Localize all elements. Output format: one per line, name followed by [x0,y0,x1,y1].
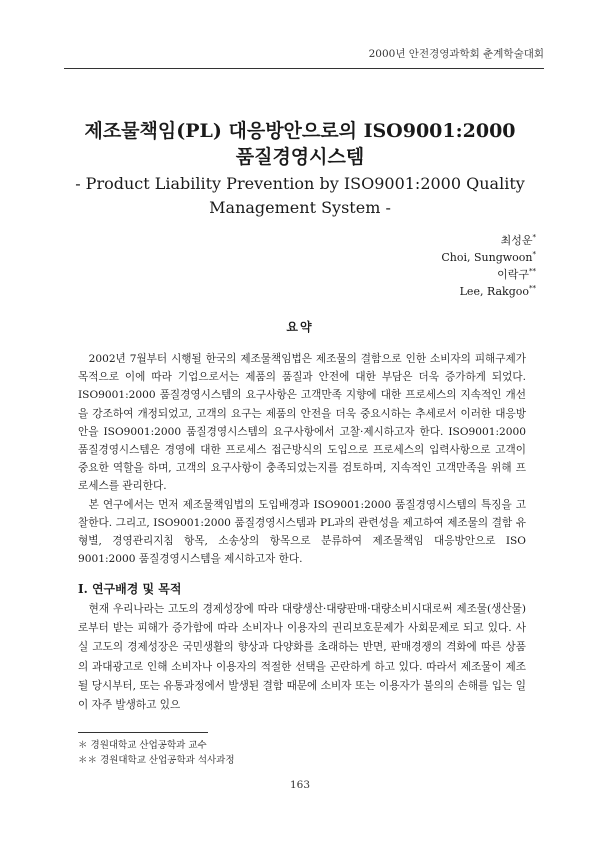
footnote-item: ＊＊ 경원대학교 산업공학과 석사과정 [78,755,235,766]
section-body [78,600,526,715]
author-mark: * [532,233,536,242]
header-divider [64,68,544,69]
abstract-paragraph: 2002년 7월부터 시행될 한국의 제조물책임법은 제조물의 결함으로 인한 소비자의 피해구제가 목적으로 이에 따라 기업으로서는 제품의 품질과 안전에 대한 부담은 더욱 증가하게 되었다. ISO9001:2000 품질경영시스템의 요구사항은 고객만족 지향에 대한 프로세스의 지속적인 개선을 강조하여 개정되었고, 고객의 요구는 제품의 안전을 더욱 중요시하는 추세로서 이러한 대응방안을 ISO9001:2000 품질경영시스템의 요구사항에서 고찰·제시하고자 한다. ISO9001:2000 품질경영시스템은 경영에 대한 프로세스 접근방식의 도입으로 프로세스의 입력사항으로 고객이 중요한 역할을 하며, 고객의 요구사항이 충족되었는지를 검토하며, 지속적인 고객만족을 위해 프로세스를 관리한다. [78,353,526,493]
author-entry: 이락구** [497,267,536,281]
author-block [441,232,536,300]
title-english-line2: Management System - [209,198,391,217]
title-korean-line1: 제조물책임(PL) 대응방안으로의 ISO9001:2000 [84,120,516,142]
author-mark: ** [529,284,536,293]
abstract-heading: 요약 [286,320,314,334]
author-entry: 최성운* [500,233,536,247]
title-korean-line2: 품질경영시스템 [235,146,365,168]
author-entry: Choi, Sungwoon* [441,250,536,264]
title-english-line1: - Product Liability Prevention by ISO9001:2000 Quality [75,174,525,193]
footnotes [78,738,235,768]
author-entry: Lee, Rakgoo** [459,284,536,298]
author-mark: * [532,250,536,259]
conference-header: 2000년 안전경영과학회 춘계학술대회 [368,48,544,60]
body-paragraph: 현재 우리나라는 고도의 경제성장에 따라 대량생산·대량판매·대량소비시대로써 제조물(생산물)로부터 받는 피해가 증가함에 따라 소비자나 이용자의 권리보호문제가 사회문제로 되고 있다. 사실 고도의 경제성장은 국민생활의 향상과 다양화를 초래하는 반면, 판매경쟁의 격화에 따른 상품의 과대광고로 인해 소비자나 이용자의 적절한 선택을 곤란하게 하고 있다. 따라서 제조물이 제조될 당시부터, 또는 유통과정에서 발생된 결함 때문에 소비자 또는 이용자가 불의의 손해를 입는 일이 자주 발생하고 있으 [78,603,526,712]
footnote-item: ＊ 경원대학교 산업공학과 교수 [78,740,207,751]
abstract-body [78,350,526,568]
abstract-paragraph: 본 연구에서는 먼저 제조물책임법의 도입배경과 ISO9001:2000 품질경영시스템의 특징을 고찰한다. 그리고, ISO9001:2000 품질경영시스템과 PL과의 관련성을 제고하여 제조물의 결함 유형별, 경영관리지침 항목, 소송상의 항목으로 분류하여 제조물책임 대응방안으로 ISO 9001:2000 품질경영시스템을 제시하고자 한다. [78,498,526,566]
section-heading: Ⅰ. 연구배경 및 목적 [78,582,182,596]
author-mark: ** [529,267,536,276]
page-number: 163 [289,779,311,791]
footnote-divider [78,732,208,733]
